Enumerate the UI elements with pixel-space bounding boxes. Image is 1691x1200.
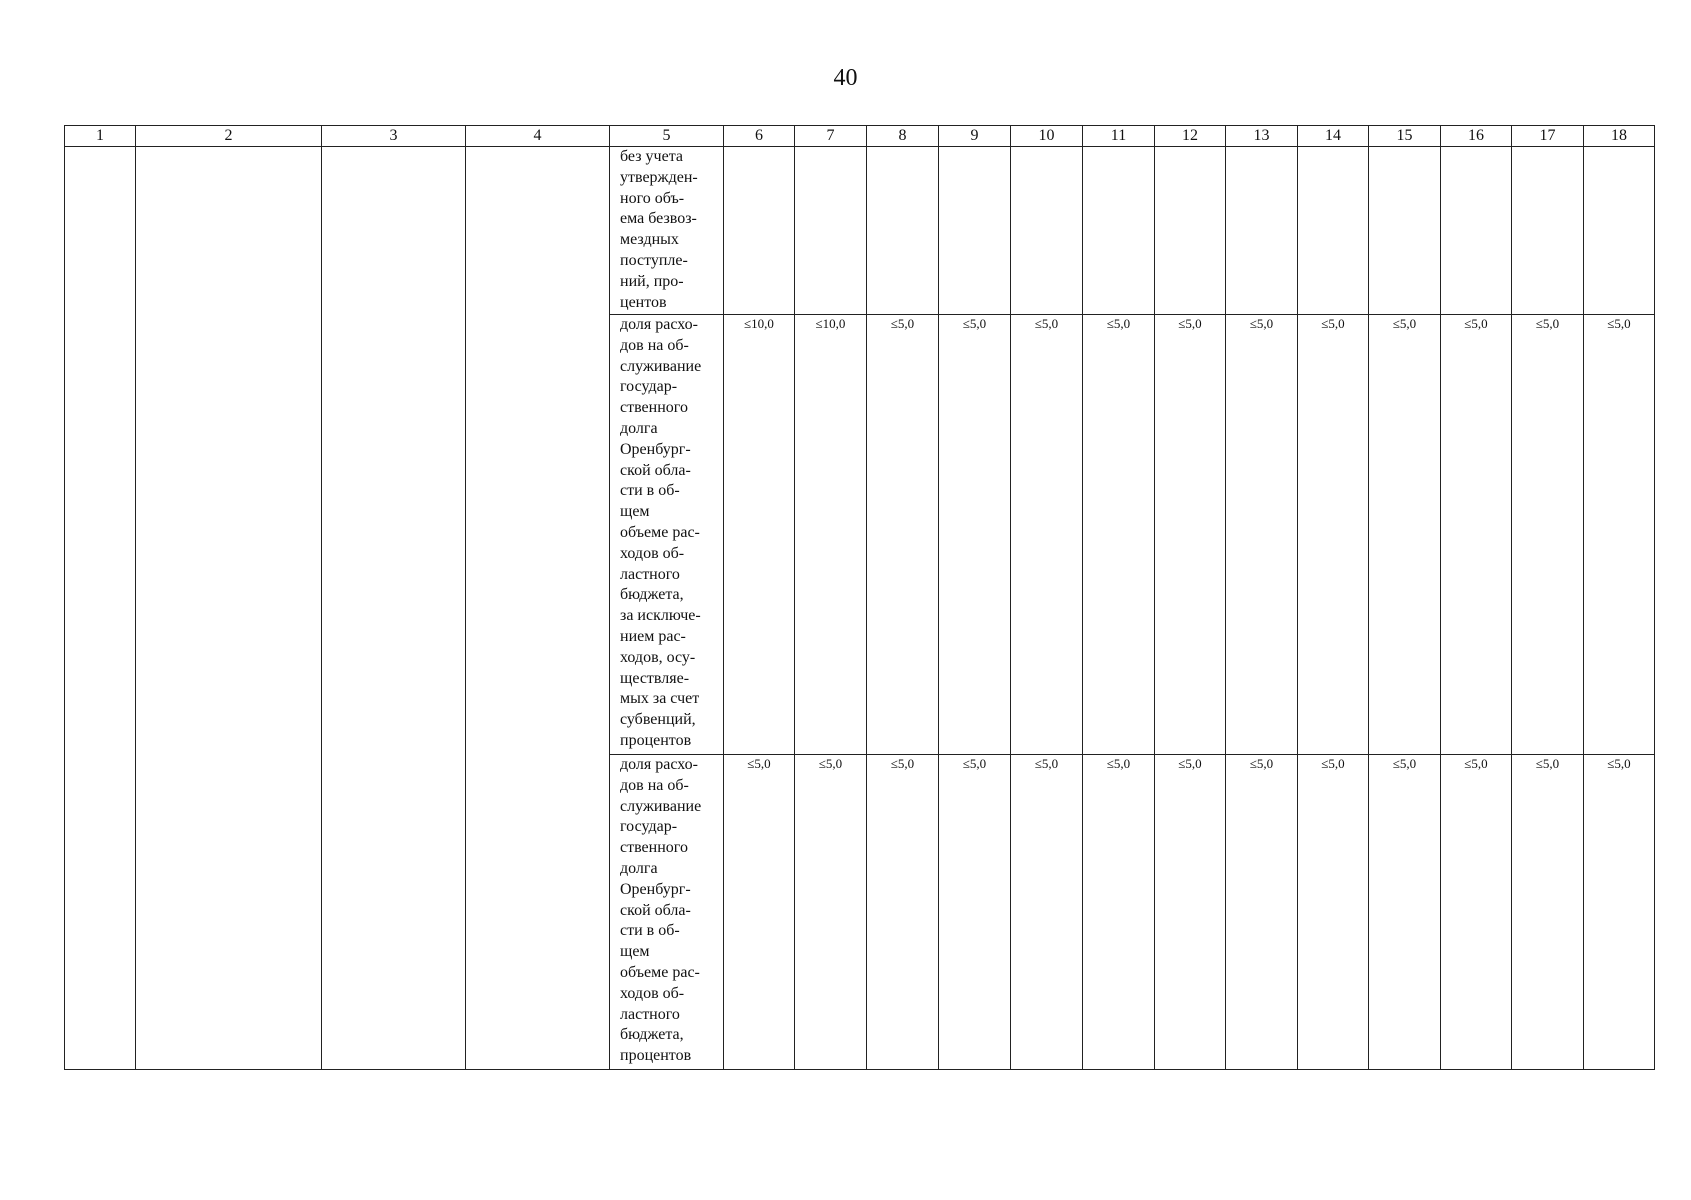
column-header: 18 [1584,126,1655,147]
indicator-line: ластного [620,565,680,583]
value-cell: ≤5,0 [1011,755,1083,1070]
value-cell: ≤5,0 [724,755,795,1070]
value-cell [867,147,939,315]
indicator-line: дов на об- [620,776,689,794]
column-header: 3 [322,126,466,147]
indicator-line: доля расхо- [620,316,698,333]
value-cell: ≤5,0 [1584,755,1655,1070]
indicator-line: процентов [620,731,692,749]
value-cell: ≤5,0 [1226,315,1298,755]
value-cell: ≤10,0 [795,315,867,755]
value-cell: ≤5,0 [1155,315,1226,755]
indicator-line: объеме рас- [620,963,700,981]
indicator-line: центов [620,293,667,311]
indicator-line: ходов об- [620,544,685,562]
indicator-line: Оренбург- [620,440,691,458]
value-cell: ≤5,0 [939,755,1011,1070]
indicator-line: объеме рас- [620,523,700,541]
column-header: 16 [1441,126,1512,147]
value-cell [1369,147,1441,315]
value-cell: ≤5,0 [1441,755,1512,1070]
value-cell [1298,147,1369,315]
indicator-line: служивание [620,797,702,815]
indicator-line: без учета [620,148,683,165]
column-header: 15 [1369,126,1441,147]
column-header: 17 [1512,126,1584,147]
value-cell: ≤5,0 [1369,755,1441,1070]
indicator-line: мездных [620,231,679,249]
value-cell [1226,147,1298,315]
value-cell: ≤5,0 [1083,755,1155,1070]
column-header: 5 [610,126,724,147]
empty-cell-col-2 [136,147,322,1070]
indicator-line: утвержден- [620,168,698,186]
column-header: 10 [1011,126,1083,147]
indicator-line: государ- [620,818,678,836]
indicator-line: служивание [620,357,702,375]
column-header: 13 [1226,126,1298,147]
indicator-description [610,755,724,1070]
value-cell: ≤5,0 [1298,755,1369,1070]
indicator-line: ластного [620,1005,680,1023]
column-header: 4 [466,126,610,147]
empty-cell-col-4 [466,147,610,1070]
indicator-line: субвенций, [620,711,696,729]
value-cell: ≤5,0 [1584,315,1655,755]
value-cell: ≤5,0 [1011,315,1083,755]
indicator-line: ществляе- [620,669,690,687]
indicator-line: бюджета, [620,586,684,604]
value-cell: ≤10,0 [724,315,795,755]
column-number-header-row [65,126,1655,147]
value-cell: ≤5,0 [867,755,939,1070]
indicator-line: доля расхо- [620,756,698,773]
column-header: 1 [65,126,136,147]
value-cell [724,147,795,315]
indicator-line: государ- [620,378,678,396]
value-cell: ≤5,0 [1512,315,1584,755]
value-cell: ≤5,0 [1155,755,1226,1070]
indicator-line: щем [620,503,650,521]
value-cell: ≤5,0 [795,755,867,1070]
indicator-description [610,147,724,315]
value-cell [1083,147,1155,315]
indicator-line: ственного [620,399,688,417]
indicator-line: ема безвоз- [620,210,697,228]
value-cell [795,147,867,315]
value-cell: ≤5,0 [867,315,939,755]
column-header: 8 [867,126,939,147]
value-cell [1441,147,1512,315]
value-cell: ≤5,0 [939,315,1011,755]
indicator-line: дов на об- [620,336,689,354]
indicator-line: щем [620,943,650,961]
value-cell: ≤5,0 [1369,315,1441,755]
value-cell: ≤5,0 [1441,315,1512,755]
empty-cell-col-3 [322,147,466,1070]
column-header: 7 [795,126,867,147]
indicator-line: Оренбург- [620,880,691,898]
value-cell [1011,147,1083,315]
value-cell [939,147,1011,315]
indicator-line: ний, про- [620,272,684,290]
indicator-line: ходов, осу- [620,648,696,666]
indicator-line: за исключе- [620,607,701,625]
indicator-line: долга [620,859,658,877]
value-cell: ≤5,0 [1083,315,1155,755]
indicator-line: ской обла- [620,461,691,479]
column-header: 2 [136,126,322,147]
column-header: 6 [724,126,795,147]
indicator-line: ного объ- [620,189,685,207]
value-cell [1584,147,1655,315]
value-cell: ≤5,0 [1226,755,1298,1070]
indicator-line: нием рас- [620,627,686,645]
indicator-line: ходов об- [620,984,685,1002]
indicator-line: бюджета, [620,1026,684,1044]
column-header: 11 [1083,126,1155,147]
indicator-line: процентов [620,1047,692,1065]
column-header: 14 [1298,126,1369,147]
indicator-description [610,315,724,755]
table-row [65,147,1655,315]
empty-cell-col-1 [65,147,136,1070]
indicator-line: сти в об- [620,482,680,500]
indicator-line: сти в об- [620,922,680,940]
indicator-line: мых за счет [620,690,700,708]
column-header: 12 [1155,126,1226,147]
page-number: 40 [833,65,858,91]
indicators-table [64,125,1655,1070]
value-cell [1155,147,1226,315]
indicator-line: ской обла- [620,901,691,919]
value-cell: ≤5,0 [1298,315,1369,755]
value-cell [1512,147,1584,315]
indicator-line: ственного [620,839,688,857]
value-cell: ≤5,0 [1512,755,1584,1070]
column-header: 9 [939,126,1011,147]
indicator-line: долга [620,419,658,437]
indicator-line: поступле- [620,251,688,269]
